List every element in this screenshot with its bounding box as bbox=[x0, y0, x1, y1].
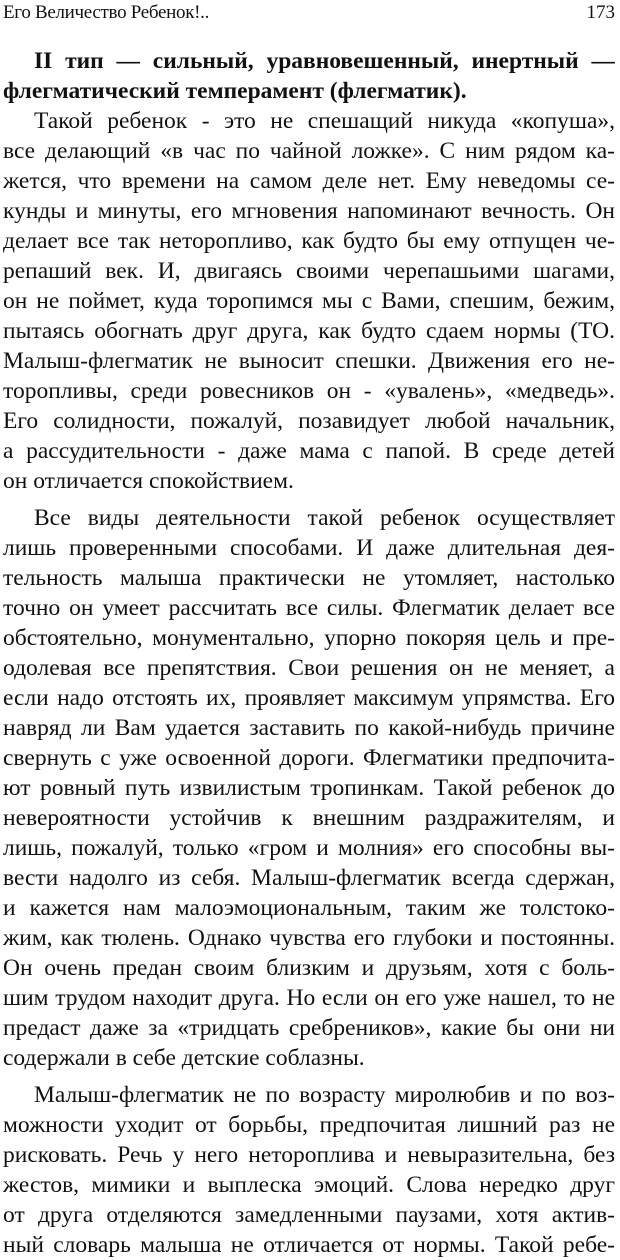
section-heading bbox=[3, 46, 615, 106]
text-line: ют ровный путь извилистым тропинкам. Такой ребенок до bbox=[3, 775, 615, 801]
text-line: жется, что времени на самом деле нет. Ему неведомы се- bbox=[3, 168, 615, 194]
text-line: жим, как тюлень. Однако чувства его глубоки и постоянны. bbox=[3, 925, 615, 951]
text-line: тельность малыша практически не утомляет, настолько bbox=[3, 565, 615, 591]
text-line: делает все так неторопливо, как будто бы ему отпущен че- bbox=[3, 228, 615, 254]
text-line: если надо отстоять их, проявляет максимум упрямства. Его bbox=[3, 685, 615, 711]
text-line: кунды и минуты, его мгновения напоминают вечность. Он bbox=[3, 198, 615, 224]
text-line: свернуть с уже освоенной дороги. Флегматики предпочита- bbox=[3, 745, 615, 771]
text-line: вести надолго из себя. Малыш-флегматик всегда сдержан, bbox=[3, 865, 615, 891]
text-line: Малыш-флегматик не по возрасту миролюбив и по воз- bbox=[34, 1082, 615, 1108]
text-line: лишь, пожалуй, только «гром и молния» его способны вы- bbox=[3, 835, 615, 861]
text-line: лишь проверенными способами. И даже длительная дея- bbox=[3, 535, 615, 561]
text-line: можности уходит от борьбы, предпочитая лишний раз не bbox=[3, 1112, 615, 1138]
text-line: навряд ли Вам удается заставить по какой-нибудь причине bbox=[3, 715, 615, 741]
text-line: жестов, мимики и выплеска эмоций. Слова нередко друг bbox=[3, 1172, 615, 1198]
text-line: ный словарь малыша не отличается от нормы. Такой ребе- bbox=[3, 1232, 615, 1258]
body-text bbox=[3, 46, 615, 1260]
text-line: содержали в себе детские соблазны. bbox=[3, 1045, 365, 1071]
text-line: Он очень предан своим близким и друзьям, хотя с боль- bbox=[3, 955, 615, 981]
text-line: репаший век. И, двигаясь своими черепашьими шагами, bbox=[3, 258, 615, 284]
text-line: рисковать. Речь у него нетороплива и невыразительна, без bbox=[3, 1142, 615, 1168]
running-header bbox=[3, 0, 615, 26]
heading-line: II тип — сильный, уравновешенный, инертный — bbox=[34, 48, 615, 74]
heading-line: флегматический темперамент (флегматик). bbox=[3, 78, 467, 104]
text-line: он отличается спокойствием. bbox=[3, 468, 294, 494]
text-line: Его солидности, пожалуй, позавидует любой начальник, bbox=[3, 408, 615, 434]
text-line: Малыш-флегматик не выносит спешки. Движения его не- bbox=[3, 348, 615, 374]
text-line: предаст даже за «тридцать сребреников», какие бы они ни bbox=[3, 1015, 615, 1041]
text-line: и кажется нам малоэмоциональным, таким же толстоко- bbox=[3, 895, 615, 921]
running-title: Его Величество Ребенок!.. bbox=[3, 2, 210, 23]
text-line: Все виды деятельности такой ребенок осуществляет bbox=[34, 505, 615, 531]
text-line: торопливы, среди ровесников он - «увалень», «медведь». bbox=[3, 378, 615, 404]
paragraph-1 bbox=[3, 106, 615, 496]
text-line: от друга отделяются замедленными паузами, хотя актив- bbox=[3, 1202, 615, 1228]
text-line: точно он умеет рассчитать все силы. Флегматик делает все bbox=[3, 595, 615, 621]
text-line: он не поймет, куда торопимся мы с Вами, спешим, бежим, bbox=[3, 288, 615, 314]
paragraph-3 bbox=[3, 1080, 615, 1260]
text-line: а рассудительности - даже мама с папой. В среде детей bbox=[3, 438, 615, 464]
text-line: невероятности устойчив к внешним раздражителям, и bbox=[3, 805, 615, 831]
page-number: 173 bbox=[586, 2, 615, 23]
text-line: одолевая все препятствия. Свои решения он не меняет, а bbox=[3, 655, 615, 681]
text-line: пытаясь обогнать друг друга, как будто сдаем нормы (ТО. bbox=[3, 318, 615, 344]
text-line: все делающий «в час по чайной ложке». С ним рядом ка- bbox=[3, 138, 615, 164]
text-line: обстоятельно, монументально, упорно покоряя цель и пре- bbox=[3, 625, 615, 651]
text-line: Такой ребенок - это не спешащий никуда «копуша», bbox=[34, 108, 615, 134]
paragraph-2 bbox=[3, 503, 615, 1073]
text-line: шим трудом находит друга. Но если он его уже нашел, то не bbox=[3, 985, 615, 1011]
